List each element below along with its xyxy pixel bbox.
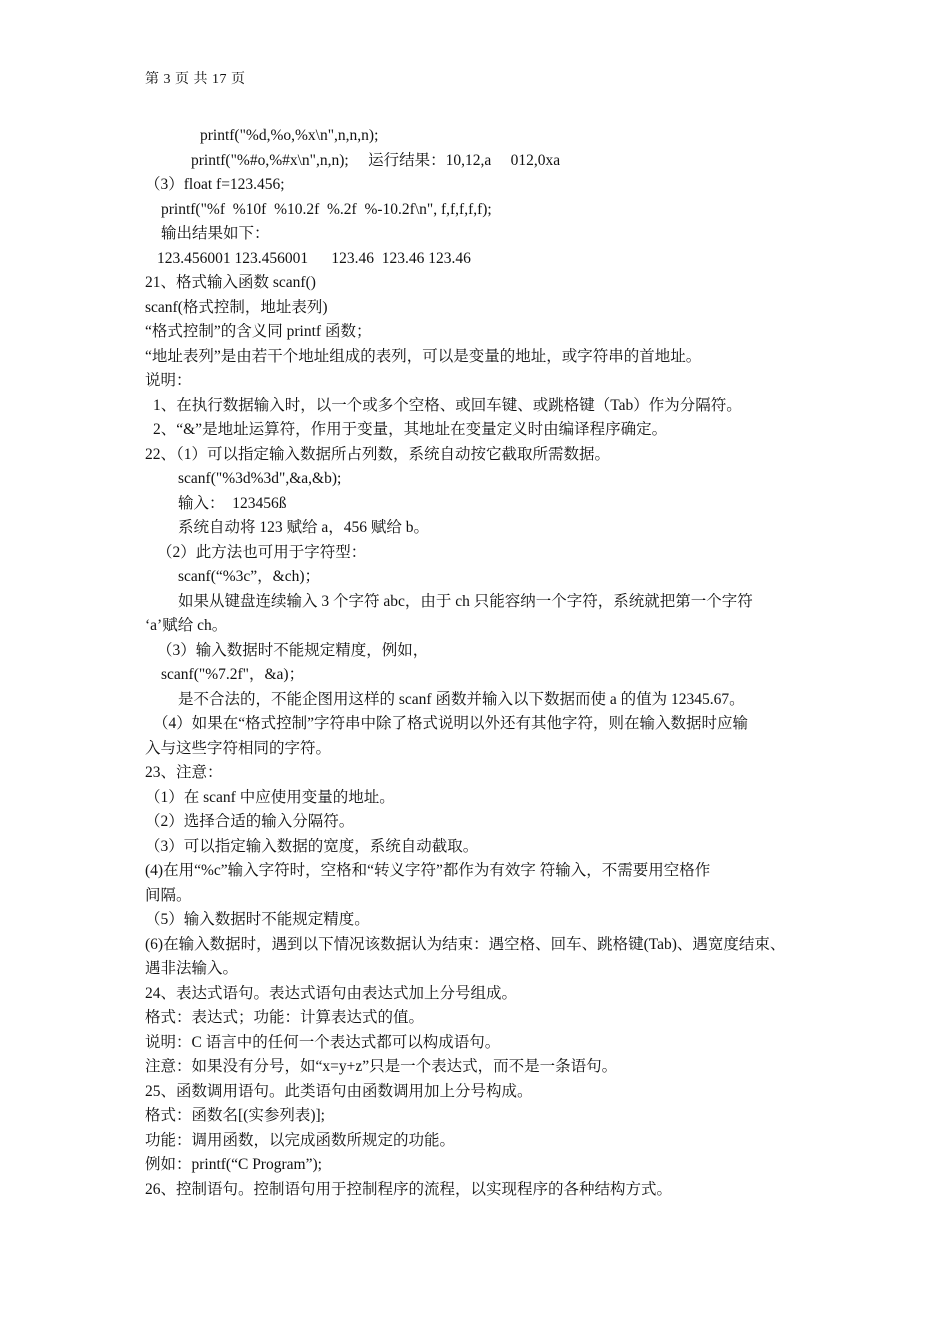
text-line: printf("%#o,%#x\n",n,n); 运行结果：10,12,a 012,0xa <box>191 151 561 169</box>
text-line: （2）选择合适的输入分隔符。 <box>145 813 355 830</box>
text-line: （2）此方法也可用于字符型： <box>157 543 367 561</box>
text-line: 22、（1）可以指定输入数据所占列数，系统自动按它截取所需数据。 <box>145 445 611 463</box>
text-line: 说明：C 语言中的任何一个表达式都可以构成语句。 <box>145 1033 501 1051</box>
text-line: 遇非法输入。 <box>145 960 239 977</box>
document-body <box>145 124 825 1202</box>
text-line: 如果从键盘连续输入 3 个字符 abc，由于 ch 只能容纳一个字符，系统就把第一个字符 <box>178 592 753 610</box>
text-line: (4)在用“%c”输入字符时，空格和“转义字符”都作为有效字 符输入，不需要用空格作 <box>145 862 711 879</box>
text-line: scanf("%7.2f"，&a)； <box>161 666 305 683</box>
text-line: 注意：如果没有分号，如“x=y+z”只是一个表达式，而不是一条语句。 <box>145 1058 618 1075</box>
text-line: 123.456001 123.456001 123.46 123.46 123.46 <box>157 249 471 267</box>
text-line: 24、表达式语句。表达式语句由表达式加上分号组成。 <box>145 984 518 1002</box>
text-line: 26、控制语句。控制语句用于控制程序的流程，以实现程序的各种结构方式。 <box>145 1180 673 1198</box>
text-line: 23、注意： <box>145 764 223 781</box>
text-line: 1、在执行数据输入时，以一个或多个空格、或回车键、或跳格键（Tab）作为分隔符。 <box>153 396 742 414</box>
text-line: 说明： <box>145 372 192 389</box>
text-line: printf("%d,%o,%x\n",n,n,n); <box>200 127 379 144</box>
text-line: scanf("%3d%3d",&a,&b); <box>178 470 342 487</box>
text-line: 入与这些字符相同的字符。 <box>145 739 332 757</box>
text-line: 输出结果如下： <box>161 225 270 242</box>
text-line: 25、函数调用语句。此类语句由函数调用加上分号构成。 <box>145 1082 533 1100</box>
text-line: 2、“&”是地址运算符，作用于变量，其地址在变量定义时由编译程序确定。 <box>153 421 668 438</box>
text-line: 是不合法的，不能企图用这样的 scanf 函数并输入以下数据而使 a 的值为 12345.67。 <box>178 690 745 708</box>
text-line: printf("%f %10f %10.2f %.2f %-10.2f\n", f,f,f,f,f); <box>161 200 492 218</box>
text-line: ‘a’赋给 ch。 <box>145 617 228 634</box>
text-line: （1）在 scanf 中应使用变量的地址。 <box>145 788 395 806</box>
text-line: 系统自动将 123 赋给 a，456 赋给 b。 <box>178 519 430 536</box>
text-line: （3）可以指定输入数据的宽度，系统自动截取。 <box>145 837 479 855</box>
text-line: 功能：调用函数，以完成函数所规定的功能。 <box>145 1131 456 1149</box>
text-line: 例如：printf(“C Program”); <box>145 1156 322 1173</box>
text-line: 输入： 123456ß <box>178 494 287 512</box>
text-line: 格式：函数名[(实参列表)]; <box>145 1107 325 1124</box>
text-line: （3）输入数据时不能规定精度，例如， <box>157 641 429 659</box>
text-line: （4）如果在“格式控制”字符串中除了格式说明以外还有其他字符，则在输入数据时应输 <box>153 715 749 732</box>
text-line: 间隔。 <box>145 886 192 904</box>
text-line: (6)在输入数据时，遇到以下情况该数据认为结束：遇空格、回车、跳格键(Tab)、遇宽度结束、 <box>145 935 786 953</box>
text-line: scanf(“%3c”，&ch)； <box>178 568 321 585</box>
text-line: “格式控制”的含义同 printf 函数； <box>145 323 372 340</box>
text-line: “地址表列”是由若干个地址组成的表列，可以是变量的地址，或字符串的首地址。 <box>145 347 702 365</box>
text-line: 格式：表达式；功能：计算表达式的值。 <box>145 1009 425 1026</box>
page-header: 第 3 页 共 17 页 <box>145 72 246 87</box>
text-line: scanf(格式控制，地址表列) <box>145 298 328 316</box>
text-line: 21、格式输入函数 scanf() <box>145 274 316 291</box>
text-line: （3）float f=123.456; <box>145 176 285 193</box>
text-line: （5）输入数据时不能规定精度。 <box>145 911 370 928</box>
